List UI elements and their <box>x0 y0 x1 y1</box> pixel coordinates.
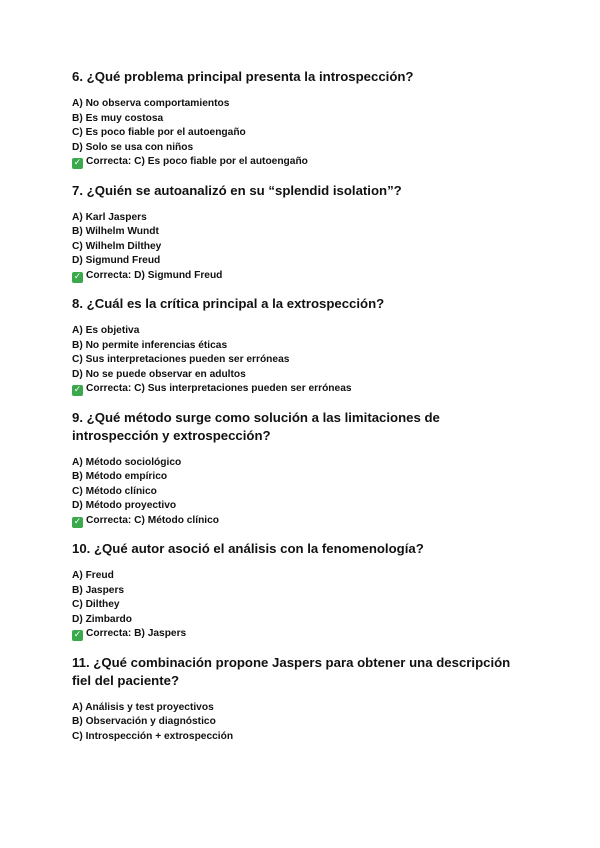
question-title: 6. ¿Qué problema principal presenta la introspección? <box>72 69 414 84</box>
option-d: D) No se puede observar en adultos <box>72 368 246 380</box>
option-a: A) Karl Jaspers <box>72 211 147 223</box>
option-b: B) Observación y diagnóstico <box>72 716 216 727</box>
check-mark-icon: ✓ <box>73 516 82 527</box>
option-a: A) Freud <box>72 570 114 581</box>
correct-answer <box>72 269 542 284</box>
question-title: 8. ¿Cuál es la crítica principal a la extrospección? <box>72 296 385 311</box>
quiz-page <box>72 68 542 756</box>
correct-answer <box>72 155 542 170</box>
option-b: B) Wilhelm Wundt <box>72 226 159 237</box>
correct-answer-text: Correcta: B) Jaspers <box>86 628 187 639</box>
correct-answer-text: Correcta: C) Es poco fiable por el autoengaño <box>86 156 308 167</box>
question-11 <box>72 654 542 745</box>
option-b: B) Es muy costosa <box>72 112 164 124</box>
option-d: D) Solo se usa con niños <box>72 141 194 153</box>
correct-answer <box>72 514 542 529</box>
correct-answer-text: Correcta: D) Sigmund Freud <box>86 269 223 281</box>
question-title: 10. ¿Qué autor asoció el análisis con la fenomenología? <box>72 541 424 556</box>
check-mark-icon: ✓ <box>73 630 82 640</box>
correct-answer <box>72 382 542 397</box>
question-10 <box>72 540 542 642</box>
question-9 <box>72 409 542 529</box>
option-d: D) Sigmund Freud <box>72 255 161 266</box>
option-a: A) No observa comportamientos <box>72 98 230 109</box>
option-c: C) Introspección + extrospección <box>72 730 234 742</box>
option-a: A) Método sociológico <box>72 456 182 468</box>
option-d: D) Zimbardo <box>72 613 132 625</box>
option-a: A) Es objetiva <box>72 325 140 336</box>
check-mark-icon: ✓ <box>73 271 82 282</box>
question-title: 7. ¿Quién se autoanalizó en su “splendid isolation”? <box>72 182 402 198</box>
option-c: C) Método clínico <box>72 485 157 497</box>
correct-answer <box>72 627 542 642</box>
question-6 <box>72 68 542 170</box>
correct-answer-text: Correcta: C) Método clínico <box>86 514 220 526</box>
option-d: D) Método proyectivo <box>72 500 177 511</box>
correct-answer-text: Correcta: C) Sus interpretaciones pueden ser erróneas <box>86 383 352 394</box>
option-b: B) Método empírico <box>72 471 168 482</box>
question-title <box>72 409 542 445</box>
option-c: C) Es poco fiable por el autoengaño <box>72 127 246 138</box>
question-title <box>72 654 542 690</box>
check-mark-icon: ✓ <box>73 158 82 168</box>
check-mark-icon: ✓ <box>73 385 82 395</box>
option-c: C) Sus interpretaciones pueden ser erróneas <box>72 354 290 365</box>
question-7 <box>72 182 542 284</box>
option-a: A) Análisis y test proyectivos <box>72 701 214 713</box>
question-8 <box>72 295 542 397</box>
option-c: C) Dilthey <box>72 599 120 610</box>
question-title-line-2: fiel del paciente? <box>72 672 179 688</box>
option-b: B) Jaspers <box>72 584 125 596</box>
option-b: B) No permite inferencias éticas <box>72 339 228 351</box>
question-title-line-1: 9. ¿Qué método surge como solución a las limitaciones de <box>72 409 440 425</box>
question-title-line-1: 11. ¿Qué combinación propone Jaspers para obtener una descripción <box>72 654 511 670</box>
question-title-line-2: introspección y extrospección? <box>72 427 271 443</box>
option-c: C) Wilhelm Dilthey <box>72 240 162 252</box>
